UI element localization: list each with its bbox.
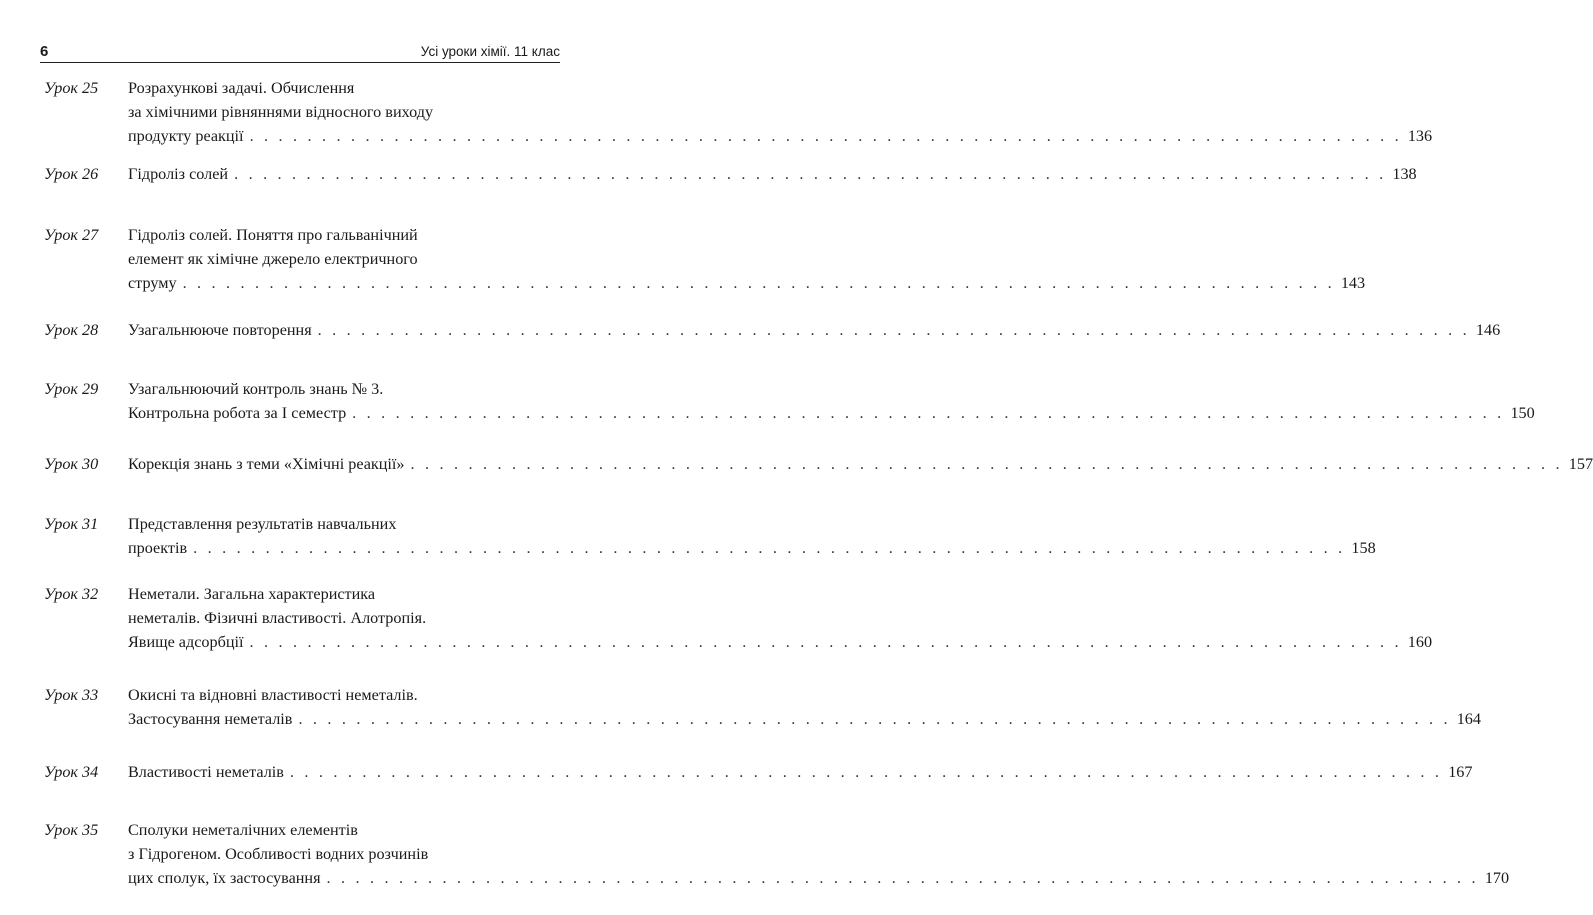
dot-leader: . . . . . . . . . . . . . . . . . . . . . . . . . . . . . . . . . . . . . . . . . . . . . . . . . . . . . . . . . . . . . . . . . . . . . . . . . . . . . . . . <box>234 165 1387 183</box>
lesson-title <box>128 223 1366 295</box>
page-ref: 136 <box>1407 127 1433 145</box>
dot-leader: . . . . . . . . . . . . . . . . . . . . . . . . . . . . . . . . . . . . . . . . . . . . . . . . . . . . . . . . . . . . . . . . . . . . . . . . . . . . . . . . <box>249 633 1402 651</box>
lesson-number: Урок 28 <box>44 321 99 339</box>
lesson-number: Урок 31 <box>44 515 99 533</box>
lesson-number: Урок 35 <box>44 821 99 839</box>
lesson-number: Урок 33 <box>44 686 99 704</box>
title-line: Корекція знань з теми «Хімічні реакції» . . . . . . . . . . . . . . . . . . . . . . . . . . . . . . . . . . . . . . . . . . . . . . . . . . . . . . . . . . . . . . . . . . . . . . . . . . . . . . . . 157 <box>128 452 582 476</box>
page-ref: 150 <box>1510 404 1535 422</box>
title-line: Контрольна робота за І семестр . . . . . . . . . . . . . . . . . . . . . . . . . . . . . . . . . . . . . . . . . . . . . . . . . . . . . . . . . . . . . . . . . . . . . . . . . . . . . . . . 150 <box>128 401 582 425</box>
page-ref: 164 <box>1456 710 1481 728</box>
title-line: Представлення результатів навчальних <box>128 515 397 533</box>
lesson-number: Урок 30 <box>44 455 99 473</box>
dot-leader: . . . . . . . . . . . . . . . . . . . . . . . . . . . . . . . . . . . . . . . . . . . . . . . . . . . . . . . . . . . . . . . . . . . . . . . . . . . . . . . . <box>352 404 1505 422</box>
lesson-title <box>128 377 1535 425</box>
lesson-number: Урок 34 <box>44 763 99 781</box>
title-line: з Гідрогеном. Особливості водних розчинів <box>128 845 429 863</box>
page-ref: 143 <box>1340 274 1366 292</box>
title-line: струму . . . . . . . . . . . . . . . . . . . . . . . . . . . . . . . . . . . . . . . . . . . . . . . . . . . . . . . . . . . . . . . . . . . . . . . . . . . . . . . . 143 <box>128 271 582 295</box>
title-line: Сполуки неметалічних елементів <box>128 821 358 839</box>
title-line: Узагальнююче повторення . . . . . . . . . . . . . . . . . . . . . . . . . . . . . . . . . . . . . . . . . . . . . . . . . . . . . . . . . . . . . . . . . . . . . . . . . . . . . . . . 146 <box>128 318 582 342</box>
title-line: Узагальнюючий контроль знань № 3. <box>128 380 384 398</box>
lesson-title <box>128 683 1481 731</box>
title-line: за хімічними рівняннями відносного виходу <box>128 103 434 121</box>
title-line: Окисні та відновні властивості неметалів. <box>128 686 418 704</box>
lesson-title <box>128 760 1473 784</box>
title-line: проектів . . . . . . . . . . . . . . . . . . . . . . . . . . . . . . . . . . . . . . . . . . . . . . . . . . . . . . . . . . . . . . . . . . . . . . . . . . . . . . . . 158 <box>128 536 582 560</box>
dot-leader: . . . . . . . . . . . . . . . . . . . . . . . . . . . . . . . . . . . . . . . . . . . . . . . . . . . . . . . . . . . . . . . . . . . . . . . . . . . . . . . . <box>249 127 1402 145</box>
page-ref: 138 <box>1392 165 1417 183</box>
dot-leader: . . . . . . . . . . . . . . . . . . . . . . . . . . . . . . . . . . . . . . . . . . . . . . . . . . . . . . . . . . . . . . . . . . . . . . . . . . . . . . . . <box>182 274 1335 292</box>
lesson-title <box>128 162 1417 186</box>
title-line: Властивості неметалів . . . . . . . . . . . . . . . . . . . . . . . . . . . . . . . . . . . . . . . . . . . . . . . . . . . . . . . . . . . . . . . . . . . . . . . . . . . . . . . . 167 <box>128 760 582 784</box>
title-line: Явище адсорбції . . . . . . . . . . . . . . . . . . . . . . . . . . . . . . . . . . . . . . . . . . . . . . . . . . . . . . . . . . . . . . . . . . . . . . . . . . . . . . . . 160 <box>128 630 582 654</box>
title-line: Неметали. Загальна характеристика <box>128 585 376 603</box>
lesson-number: Урок 26 <box>44 165 99 183</box>
lesson-title <box>128 582 1433 654</box>
page-ref: 160 <box>1407 633 1433 651</box>
lesson-number: Урок 32 <box>44 585 99 603</box>
title-line: Гідроліз солей. Поняття про гальванічний <box>128 226 418 244</box>
lesson-title <box>128 452 1593 476</box>
lesson-number: Урок 25 <box>44 79 99 97</box>
title-line: Розрахункові задачі. Обчислення <box>128 79 355 97</box>
lesson-title <box>128 818 1510 890</box>
lesson-title <box>128 512 1376 560</box>
page-ref: 167 <box>1448 763 1473 781</box>
page-ref: 146 <box>1475 321 1501 339</box>
title-line: продукту реакції . . . . . . . . . . . . . . . . . . . . . . . . . . . . . . . . . . . . . . . . . . . . . . . . . . . . . . . . . . . . . . . . . . . . . . . . . . . . . . . . 136 <box>128 124 582 148</box>
title-line: елемент як хімічне джерело електричного <box>128 250 418 268</box>
dot-leader: . . . . . . . . . . . . . . . . . . . . . . . . . . . . . . . . . . . . . . . . . . . . . . . . . . . . . . . . . . . . . . . . . . . . . . . . . . . . . . . . <box>317 321 1470 339</box>
lesson-title <box>128 76 1433 148</box>
dot-leader: . . . . . . . . . . . . . . . . . . . . . . . . . . . . . . . . . . . . . . . . . . . . . . . . . . . . . . . . . . . . . . . . . . . . . . . . . . . . . . . . <box>193 539 1346 557</box>
lesson-number: Урок 27 <box>44 226 99 244</box>
page-number: 6 <box>40 43 49 60</box>
page-ref: 158 <box>1351 539 1376 557</box>
running-title: Усі уроки хімії. 11 клас <box>420 44 560 59</box>
page-header <box>40 40 560 63</box>
lesson-title <box>128 318 1501 342</box>
dot-leader: . . . . . . . . . . . . . . . . . . . . . . . . . . . . . . . . . . . . . . . . . . . . . . . . . . . . . . . . . . . . . . . . . . . . . . . . . . . . . . . . <box>289 763 1443 781</box>
title-line: неметалів. Фізичні властивості. Алотропія. <box>128 609 427 627</box>
lesson-number: Урок 29 <box>44 380 99 398</box>
dot-leader: . . . . . . . . . . . . . . . . . . . . . . . . . . . . . . . . . . . . . . . . . . . . . . . . . . . . . . . . . . . . . . . . . . . . . . . . . . . . . . . . <box>326 869 1479 887</box>
title-line: цих сполук, їх застосування . . . . . . . . . . . . . . . . . . . . . . . . . . . . . . . . . . . . . . . . . . . . . . . . . . . . . . . . . . . . . . . . . . . . . . . . . . . . . . . . 170 <box>128 866 582 890</box>
dot-leader: . . . . . . . . . . . . . . . . . . . . . . . . . . . . . . . . . . . . . . . . . . . . . . . . . . . . . . . . . . . . . . . . . . . . . . . . . . . . . . . . <box>298 710 1451 728</box>
title-line: Застосування неметалів . . . . . . . . . . . . . . . . . . . . . . . . . . . . . . . . . . . . . . . . . . . . . . . . . . . . . . . . . . . . . . . . . . . . . . . . . . . . . . . . 164 <box>128 707 582 731</box>
page-ref: 170 <box>1484 869 1510 887</box>
title-line: Гідроліз солей . . . . . . . . . . . . . . . . . . . . . . . . . . . . . . . . . . . . . . . . . . . . . . . . . . . . . . . . . . . . . . . . . . . . . . . . . . . . . . . . 138 <box>128 162 582 186</box>
dot-leader: . . . . . . . . . . . . . . . . . . . . . . . . . . . . . . . . . . . . . . . . . . . . . . . . . . . . . . . . . . . . . . . . . . . . . . . . . . . . . . . . <box>410 455 1563 473</box>
page-ref: 157 <box>1568 455 1593 473</box>
